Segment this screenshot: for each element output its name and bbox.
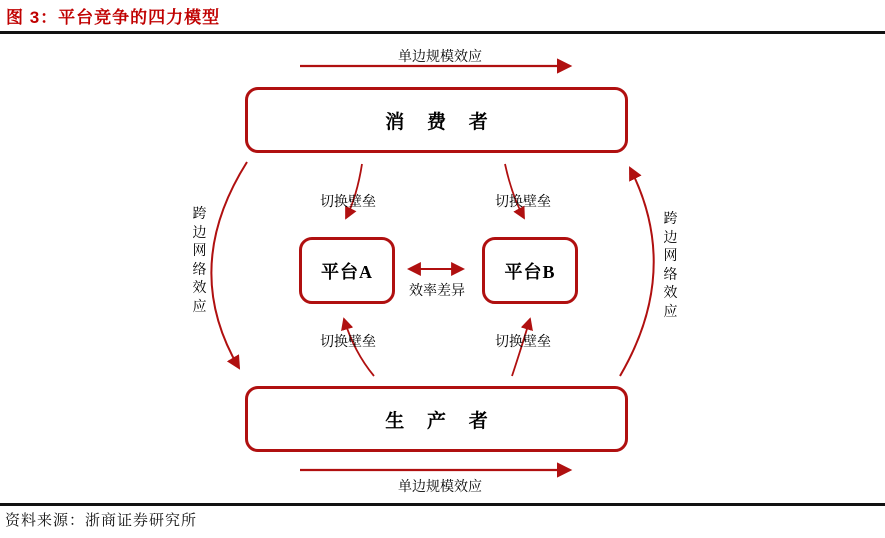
switch-barrier-top-right-label: 切换壁垒 bbox=[495, 195, 551, 210]
platform-a-box bbox=[299, 237, 395, 304]
right-network-effect-label: 跨边网络效应 bbox=[663, 212, 678, 321]
platform-b-box bbox=[482, 237, 578, 304]
producers-label: 生 产 者 bbox=[385, 410, 497, 432]
bottom-scale-effect-label: 单边规模效应 bbox=[398, 480, 482, 495]
switch-barrier-bottom-right-label: 切换壁垒 bbox=[495, 335, 551, 350]
right-network-arrow bbox=[620, 168, 654, 376]
platform-b-label: 平台B bbox=[504, 261, 556, 282]
figure-title: 图 3：平台竞争的四力模型 bbox=[6, 8, 221, 27]
left-network-effect-label: 跨边网络效应 bbox=[192, 207, 207, 316]
consumers-label: 消 费 者 bbox=[385, 111, 497, 133]
switch-barrier-bottom-left-label: 切换壁垒 bbox=[320, 335, 376, 350]
source-note: 资料来源：浙商证券研究所 bbox=[5, 513, 198, 529]
top-scale-effect-label: 单边规模效应 bbox=[398, 50, 482, 65]
producers-box bbox=[245, 386, 628, 452]
consumers-box bbox=[245, 87, 628, 153]
platform-a-label: 平台A bbox=[321, 261, 373, 282]
switch-barrier-top-left-label: 切换壁垒 bbox=[320, 195, 376, 210]
efficiency-gap-label: 效率差异 bbox=[409, 284, 465, 299]
footer-divider bbox=[0, 503, 885, 506]
left-network-arrow bbox=[211, 162, 247, 368]
